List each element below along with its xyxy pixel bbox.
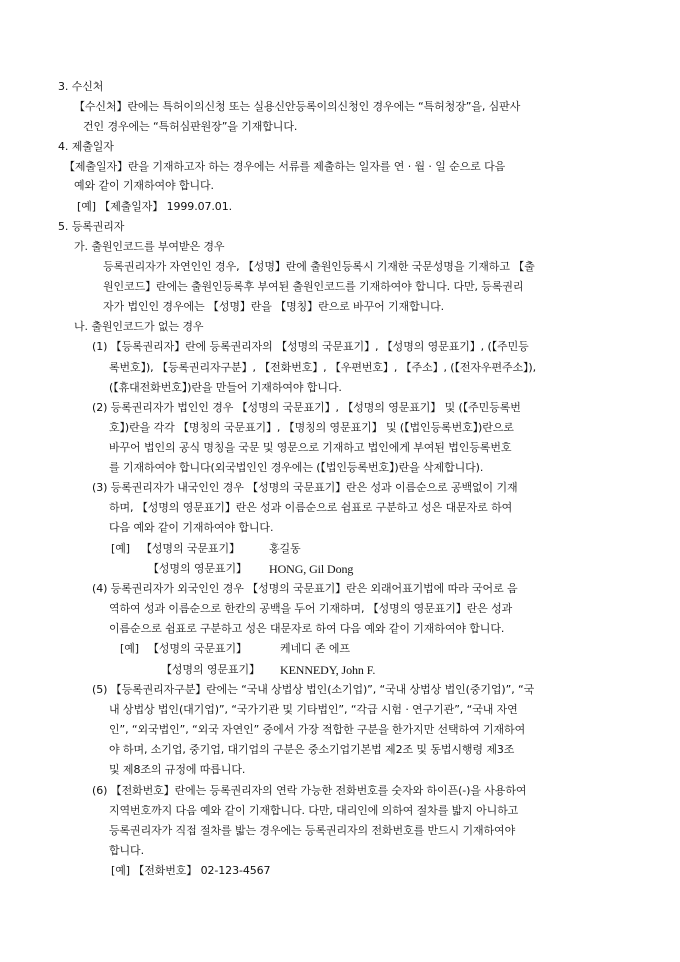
item-1-text: (1) 【등록권리자】란에 등록권리자의 【성명의 국문표기】, 【성명의 영문표기】, (【주민등 [92,340,529,353]
section-4-heading: 4. 제출일자 [58,140,114,153]
section-3-heading: 3. 수신처 [58,80,104,93]
section-3-text: 건인 경우에는 “특허심판원장”을 기재합니다. [83,120,298,133]
item-2-text: 를 기재하여야 합니다(외국법인인 경우에는 (【법인등록번호】)란을 삭제합니다). [109,461,484,474]
item-6-text: 합니다. [109,844,144,857]
item-1-text: 록번호】), 【등록권리자구분】, 【전화번호】, 【우편번호】, 【주소】, (【전자우편주소】), [109,361,537,374]
item-3-example-value: 홍길동 [269,542,301,555]
item-3-example-tag: [예] [111,542,130,555]
item-4-example-value: 케네디 존 에프 [280,642,350,655]
item-3-text: 하며, 【성명의 영문표기】란은 성과 이름순으로 쉼표로 구분하고 성은 대문자로 하여 [109,501,513,514]
item-5-text: 야 하며, 소기업, 중기업, 대기업의 구분은 중소기업기본법 제2조 및 동법시행령 제3조 [109,743,515,756]
section-4-text: 【제출일자】란을 기재하고자 하는 경우에는 서류를 제출하는 일자를 연 · 월 · 일 순으로 다음 [64,160,506,173]
item-2-text: 호】)란을 각각 【명칭의 국문표기】, 【명칭의 영문표기】 및 (【법인등록번호】)란으로 [109,421,514,434]
item-5-text: 및 제8조의 규정에 따릅니다. [109,763,246,776]
item-6-example: [예] 【전화번호】 02-123-4567 [111,864,271,877]
subsection-ga-text: 등록권리자가 자연인인 경우, 【성명】란에 출원인등록시 기재한 국문성명을 기재하고 【출 [103,260,535,273]
item-5-text: (5) 【등록권리자구분】란에는 “국내 상법상 법인(소기업)”, “국내 상법상 법인(중기업)”, “국 [92,683,535,696]
item-5-text: 내 상법상 법인(대기업)”, “국가기관 및 기타법인”, “각급 시험 · 연구기관”, “국내 자연 [109,703,518,716]
section-3-text: 【수신처】란에는 특허이의신청 또는 실용신안등록이의신청인 경우에는 “특허청장”을, 심판사 [74,100,521,113]
item-3-example-label: 【성명의 국문표기】 [141,542,240,555]
item-3-example-value: HONG, Gil Dong [269,562,354,576]
item-6-text: 등록권리자가 직접 절차를 밟는 경우에는 등록권리자의 전화번호를 반드시 기재하여야 [109,824,516,837]
item-4-example-value: KENNEDY, John F. [280,663,376,677]
item-6-text: (6) 【전화번호】란에는 등록권리자의 연락 가능한 전화번호를 숫자와 하이픈(-)을 사용하여 [92,784,527,797]
subsection-na-heading: 나. 출원인코드가 없는 경우 [74,320,204,333]
item-2-text: (2) 등록권리자가 법인인 경우 【성명의 국문표기】, 【성명의 영문표기】 및 (【주민등록번 [92,401,521,414]
item-4-example-label: 【성명의 국문표기】 [148,642,247,655]
item-4-text: 이름순으로 쉼표로 구분하고 성은 대문자로 하여 다음 예와 같이 기재하여야 합니다. [109,622,505,635]
item-4-example-tag: [예] [120,642,139,655]
item-2-text: 바꾸어 법인의 공식 명칭을 국문 및 영문으로 기재하고 법인에게 부여된 법인등록번호 [109,441,512,454]
item-1-text: (【휴대전화번호】)란을 만들어 기재하여야 합니다. [109,381,342,394]
item-4-text: 역하여 성과 이름순으로 한칸의 공백을 두어 기재하며, 【성명의 영문표기】란은 성과 [109,602,513,615]
item-3-example-label: 【성명의 영문표기】 [148,562,247,575]
section-5-heading: 5. 등록권리자 [58,220,125,233]
section-4-text: 예와 같이 기재하여야 합니다. [74,179,214,192]
item-4-example-label: 【성명의 영문표기】 [161,663,260,676]
subsection-ga-text: 자가 법인인 경우에는 【성명】란을 【명칭】란으로 바꾸어 기재합니다. [103,300,445,313]
item-6-text: 지역번호까지 다음 예와 같이 기재합니다. 다만, 대리인에 의하여 절차를 밟지 아니하고 [109,804,519,817]
subsection-ga-text: 원인코드】란에는 출원인등록후 부여된 출원인코드를 기재하여야 합니다. 다만, 등록권리 [103,280,524,293]
section-4-example: [예] 【제출일자】 1999.07.01. [77,200,232,213]
item-3-text: 다음 예와 같이 기재하여야 합니다. [109,521,274,534]
item-5-text: 인”, “외국법인”, “외국 자연인” 중에서 가장 적합한 구분을 한가지만 선택하여 기재하여 [109,723,526,736]
subsection-ga-heading: 가. 출원인코드를 부여받은 경우 [74,240,225,253]
item-3-text: (3) 등록권리자가 내국인인 경우 【성명의 국문표기】란은 성과 이름순으로 공백없이 기재 [92,481,518,494]
item-4-text: (4) 등록권리자가 외국인인 경우 【성명의 국문표기】란은 외래어표기법에 따라 국어로 음 [92,582,518,595]
